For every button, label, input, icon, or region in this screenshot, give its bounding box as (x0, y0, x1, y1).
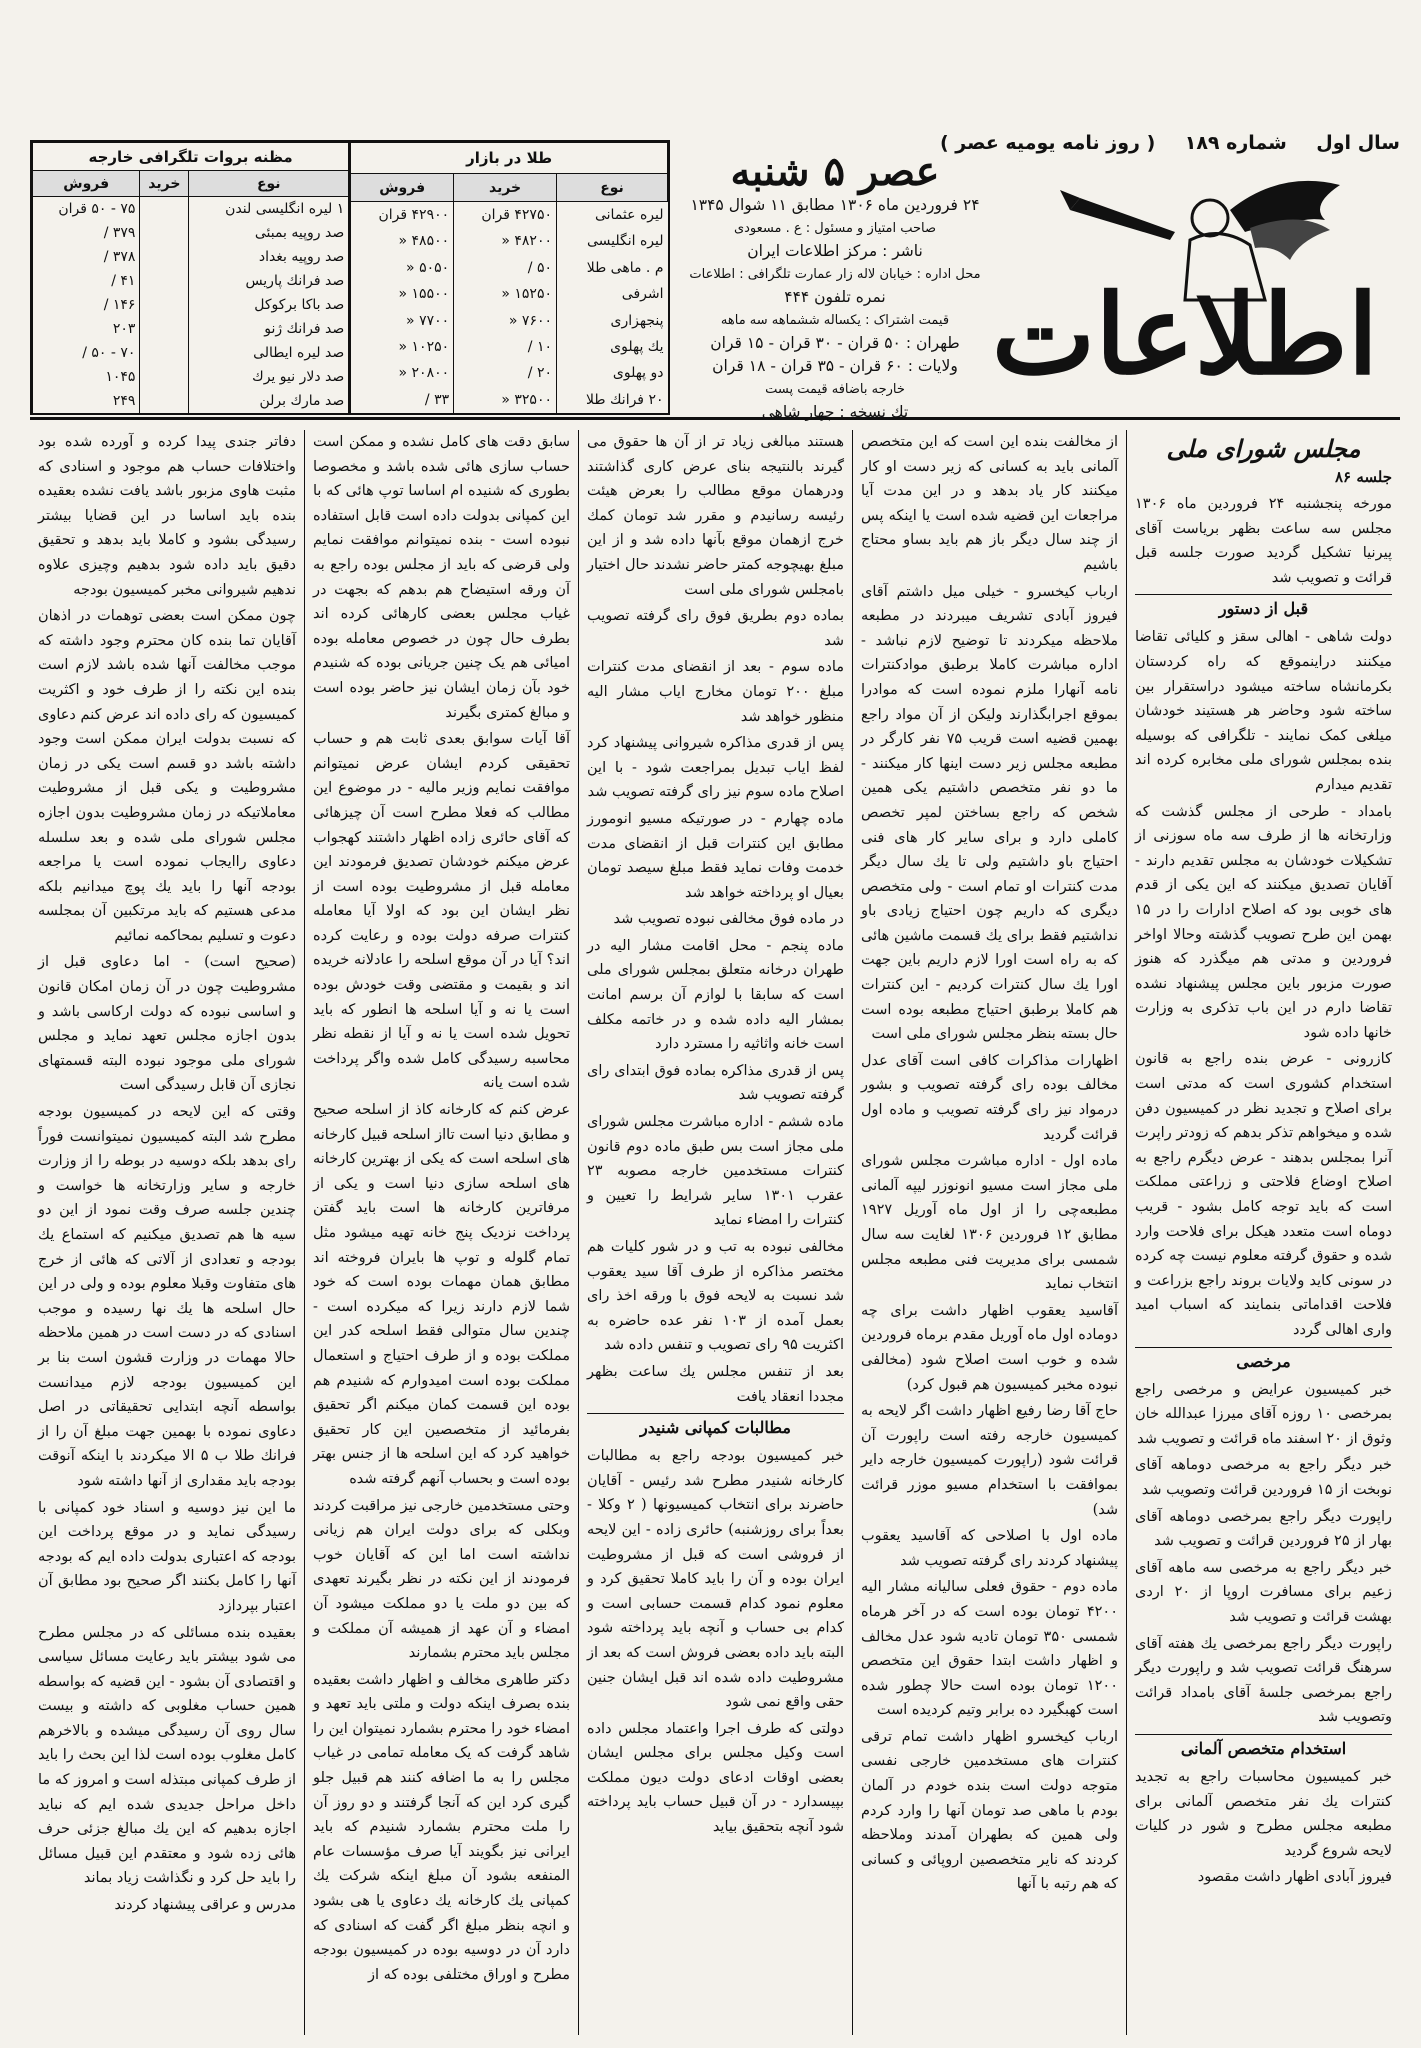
gold-table-cell: ۴۸۵۰۰ « (351, 228, 454, 254)
fx-table-cell (140, 197, 189, 221)
article-paragraph: دکتر طاهری مخالف و اظهار داشت بعقیده بنده بصرف اینکه دولت و ملتی باید تعهد و امضاء خود را محترم بشمارد نمیتوان این را شاهد گرفت که یک معامله تمامی در غیاب مجلس را به ما اضافه کنند هم قبیل جلو گیری کرد این که آنجا گرفتند و دو روز آن را ملت محترم بشمارد شنیدم که باید ایرانی نیز بگویند آیا صرف مؤسسات عام المنفعه بشود آن مبلغ اینکه شرکت یك کمپانی یك کارخانه یك دعاوی یا هی بشود و انچه بنظر مبلغ اگر گفت که اسنادی که دارد آن در دوسیه بوده در کمیسیون بودجه مطرح و اوراق مختلفی بوده که از (313, 1671, 570, 1983)
article-paragraph: خبر دیگر راجع به مرخصی دوماهه آقای نوبخت از ۱۵ فروردین قرائت وتصویب شد (1135, 1457, 1392, 1498)
gold-table-cell: ۷۷۰۰ « (351, 307, 454, 333)
gold-table-cell: ۴۲۹۰۰ قران (351, 202, 454, 228)
article-paragraph: بماده دوم بطریق فوق رای گرفته تصویب شد (587, 608, 844, 649)
article-paragraph: خبر دیگر راجع به مرخصی سه ماهه آقای زعیم برای مسافرت اروپا از ۲۰ اردی بهشت قرائت و تصویب شد (1135, 1559, 1393, 1625)
fx-table-cell: ۷۰ - ۵۰ / (33, 341, 140, 365)
article-paragraph: هستند مبالغی زیاد تر از آن ها حقوق می گیرند بالنتیجه بنای عرض کاری گذاشتند ودرهمان موقع مطالب را بعرض هیئت رئیسه رسانیدم و مقرر شد تومان کمك خرج ازهمان موقع بآنها داده شد و از این مبلغ بهیچوجه کمتر حاضر نشدند حال اختیار بامجلس شورای ملی است (587, 434, 844, 598)
fx-table-cell: ۲۰۳ (33, 317, 140, 341)
gold-table-cell: ۷۶۰۰ « (454, 307, 557, 333)
article-paragraph: ما این نیز دوسیه و اسناد خود کمپانی با رسیدگی نماید و در موقع پرداخت این بودجه که اعتباری بدولت داده ایم که بودجه آنها را کامل بکنند اگر صحیح بود مطابق آن اعتبار بپردازد (38, 1499, 296, 1614)
gold-table-cell: دو پهلوی (557, 360, 668, 386)
fx-table-cell (140, 245, 189, 269)
column-3 (578, 430, 852, 2035)
gold-table-cell: ۲۰ فرانك طلا (557, 387, 668, 413)
fx-table-cell: ۱ لیره انگلیسی لندن (189, 197, 349, 221)
subheading: قبل از دستور (1135, 594, 1392, 621)
article-paragraph: پس از قدری مذاکره شیروانی پیشنهاد کرد لفظ ایاب تبدیل بمراجعت شود - با این اصلاح ماده سوم نیز رای گرفته تصویب شد (587, 735, 844, 801)
fx-table-cell: صد روپیه بمبئی (189, 221, 349, 245)
gold-table-row (351, 307, 668, 333)
article-paragraph: مورخه پنجشنبه ۲۴ فروردین ماه ۱۳۰۶ مجلس سه ساعت بظهر بریاست آقای پیرنیا تشکیل گردید صورت جلسه قبل قرائت و تصویب شد (1135, 496, 1393, 586)
gold-header-buy: خرید (454, 173, 557, 202)
column-5 (30, 430, 304, 2035)
article-paragraph: حاج آقا رضا رفیع اظهار داشت اگر لایحه به کمیسیون خارجه رفته است راپورت آن قرائت شود (راپورت کمیسیون خارجه دایر بموافقت با استخدام مسیو موزر قرائت شد) (861, 1403, 1118, 1518)
fx-table-row (33, 389, 350, 413)
article-paragraph: کازرونی - عرض بنده راجع به قانون استخدام کشوری است که مدتی است برای اصلاح و تجدید نظر در کمیسیون دفن شده و میخواهم تذکر بدهم که زودتر راپرت آنرا بمجلس بدهند - عرض دیگرم راجع به اصلاح اوضاع فلاحتی و زراعتی مملکت است که باید توجه کامل بشود - قریب دوماه است متعدد هیکل برای فلاحت وارد شده و حقوق گرفته معلوم نیست چه کرده در سونی کاید ولایات بروند راجع بزراعت و فلاحت اقداماتی بنمایند که اسباب امید واری اهالی گردد (1135, 1051, 1392, 1338)
year-label: سال اول (1316, 132, 1400, 154)
fx-table-row (33, 341, 350, 365)
tehran-price: طهران : ۵۰ قران - ۳۰ قران - ۱۵ قران (710, 334, 960, 352)
article-paragraph: خبر کمیسیون بودجه راجع به مطالبات کارخانه شنیدر مطرح شد رئیس - آقایان حاضرند برای انتخاب کمیسیونها ( ۲ وکلا - بعداً برای روزشنبه) حائری زاده - این لایحه از فروشی است که قبل از مشروطیت ایران بوده و آن را باید کاملا تحقیق کرد و معلوم نمود کدام قسمت حسابی است و کدام بی حساب و آنچه باید پرداخته شود البته باید داده بعضی فروش است که بعد از مشروطیت داده شده اند قبل ایشان جنین حقی واقع نمی شود (587, 1448, 844, 1711)
gold-header-sell: فروش (351, 173, 454, 202)
article-paragraph: (صحیح است) - اما دعاوی قبل از مشروطیت چون در آن زمان امکان قانون و اساسی نبوده که دولت ارکاسی باشد و بدون اجازه مجلس تعهد نماید و مجلس شورای ملی موجود نبوده البته قسمتهای نجازی آن قابل رسیدگی است (38, 954, 296, 1094)
fx-table-row (33, 293, 350, 317)
gold-table-cell: لیره عثمانی (557, 202, 668, 228)
article-paragraph: ارباب کیخسرو - خیلی میل داشتم آقای فیروز آبادی تشریف میبردند در مطبعه ملاحظه میکردند تا توضیح لازم نباشد - اداره مباشرت کاملا برطبق موادکنترات نامه آنهارا ملزم نموده است که موادرا بموقع اجرابگذارند ولیکن از آن مواد راجع بهمین قضیه است قریب ۷۵ نفر کارگر در مطبعه مجلس زیر دست اینها کار میکنند - ما دو نفر متخصص داشتیم یکی همین شخص که راجع بساختن لمپر تخصص کاملی دارد و برای سایر کار های فنی احتیاج باو داشتیم ولی تا یك سال دیگر مدت کنترات او تمام است - ولی متخصص دیگری که داریم چون احتیاج زیادی باو نداشتیم فقط برای یك قسمت ماشین هائی که به راه است اورا لازم داریم باین جهت اورا یك سال کنترات کردیم - این کنترات هم کاملا برطبق احتیاج مطبعه بوده است حال بسته بنظر مجلس شورای ملی است (861, 583, 1118, 1043)
fx-rate-table (32, 142, 350, 413)
gold-table-row (351, 281, 668, 307)
gold-table-cell: اشرفی (557, 281, 668, 307)
fx-table-cell (140, 293, 189, 317)
fx-table-cell: صد روپیه بغداد (189, 245, 349, 269)
gold-table-cell: لیره انگلیسی (557, 228, 668, 254)
fx-table-row (33, 245, 350, 269)
session-number: جلسه ۸۶ (1334, 468, 1392, 486)
article-paragraph: دولتی که طرف اجرا واعتماد مجلس داده است وکیل مجلس برای مجلس ایشان بعضی اوقات ادعای دولت دیون مملکت بپیسدارد - در آن قبیل حساب باید پرداخته شود آنچه بتحقیق بیاید (587, 1720, 844, 1836)
fx-header-type: نوع (189, 171, 349, 197)
fx-table-cell (140, 317, 189, 341)
article-paragraph: بعد از تنفس مجلس یك ساعت بظهر مجددا انعقاد یافت (587, 1363, 844, 1405)
subscription-head: قیمت اشتراک : یکساله ششماهه سه ماهه (720, 313, 950, 328)
fx-header-buy: خرید (140, 171, 189, 197)
issue-line (940, 132, 1400, 154)
owner-line: صاحب امتیاز و مسئول : ع . مسعودی (733, 221, 937, 236)
article-paragraph: ماده ششم - اداره مباشرت مجلس شورای ملی مجاز است بس طبق ماده دوم قانون کنترات مستخدمین خارجه مصوبه ۲۳ عقرب ۱۳۰۱ سایر شرایط را تعیین و کنترات را امضاء نماید (587, 1114, 845, 1229)
gold-price-table (350, 142, 668, 413)
article-paragraph: دولت شاهی - اهالی سقز و کلیائی تقاضا میکنند دراینموقع که راه کردستان بکرمانشاه ساخته میشود دراستقرار بین ساخته شود وحاضر هر هستیند خودشان میلغی کمک نمایند - تلگرافی که بوسیله بنده بمجلس شورای ملی مخابره کرده اند تقدیم میدارم (1135, 629, 1392, 793)
fx-table-row (33, 365, 350, 389)
gold-table-cell: ۲۰۸۰۰ « (351, 360, 454, 386)
date-line: ۲۴ فروردین ماه ۱۳۰۶ مطابق ۱۱ شوال ۱۳۴۵ (690, 196, 980, 214)
section-heading: مجلس شورای ملی (1166, 434, 1361, 463)
gold-table-cell: ۱۰۲۵۰ « (351, 334, 454, 360)
masthead (30, 120, 1400, 420)
gold-table-cell: م . ماهی طلا (557, 255, 668, 281)
article-paragraph: آقا آیات سوابق بعدی ثابت هم و حساب تحقیقی کردم ایشان عرض نمیتوانم موافقت نمایم وزیر مالیه - در موضوع این مطالب که فعلا مطرح است آن چیزهائی که آقای حائری زاده اظهار داشتند کهجواب عرض میکنم خودشان تصدیق فرمودند این معامله قبل از مشروطیت بوده است از نظر ایشان این بود که اولا آیا معامله کنترات صرفه دولت بوده و رعایت کرده اند؟ آیا در آن موقع اسلحه را عادلانه خریده اند و بقیمت و مقتضی وقت خودش بوده است یا نه و آیا اسلحه ها انطور که باید تحویل شده است یا نه و آیا از نقطه نظر محاسبه رسیدگی کامل شده واگر پرداخت شده است یانه (313, 731, 570, 1092)
fx-table-cell: ۷۵ - ۵۰ قران (33, 197, 140, 221)
article-paragraph: وحتی مستخدمین خارجی نیز مراقبت کردند وبکلی که برای دولت ایران هم زیانی نداشته است اما این که آقایان خوب فرمودند از این نکته در نظر بگیرند تعهدی که بین دو ملت یا دو مملکت میشود آن امضاء و آن عهد از همیشه آن مملکت و مجلس باید محترم بشمارند (313, 1497, 570, 1662)
abroad-price: خارجه باضافه قیمت پست (765, 382, 905, 397)
fx-table-cell: ۱۰۴۵ (33, 365, 140, 389)
fx-table-cell: صد دلار نیو یرك (189, 365, 349, 389)
article-paragraph: بامداد - طرحی از مجلس گذشت که وزارتخانه ها از طرف سه ماه سوزنی از تشکیلات خودشان به مجلس تقدیم دارند - آقایان تصدیق میکنند که این یکی از قدم های خوبی بود که اصلاح ادارات را در ۱۵ بهمن این طرح تصویب گذشته وحالا اواخر فروردین و مدتی هم میگذرد که هنوز صورت مزبور باین مجلس پیشنهاد نشده تقاضا دارم در این باب تذکری به وزارت خانها داده شود (1135, 803, 1392, 1041)
gold-table-cell: یك پهلوی (557, 334, 668, 360)
article-paragraph: فیروز آبادی اظهار داشت مقصود (1197, 1869, 1392, 1886)
fx-table-cell: ۳۷۸ / (33, 245, 140, 269)
subheading: مطالبات کمپانی شنیدر (587, 1413, 844, 1440)
edition-title: عصر ۵ شنبه (730, 148, 940, 195)
column-1 (1126, 430, 1400, 2035)
fx-table-cell (140, 221, 189, 245)
gold-table-cell: ۵۰ / (454, 255, 557, 281)
article-paragraph: مخالفی نبوده به تب و در شور کلیات هم مختصر مذاکره از طرف آقا سید یعقوب شد نسبت به لایحه فوق با ورقه اخذ رای بعمل آمده از ۱۰۳ نفر عده حاضره به اکثریت ۹۵ رای تصویب و تنفس داده شد (587, 1239, 844, 1354)
gold-table-cell: ۴۲۷۵۰ قران (454, 202, 557, 228)
gold-table-row (351, 360, 668, 386)
article-paragraph: راپورت دیگر راجع بمرخصی دوماهه آقای بهار از ۲۵ فروردین قرائت و تصویب شد (1135, 1508, 1392, 1550)
gold-table-cell: ۳۳ / (351, 387, 454, 413)
article-paragraph: در ماده فوق مخالفی نبوده تصویب شد (613, 911, 844, 928)
fx-table-cell: صد باکا برکوکل (189, 293, 349, 317)
article-paragraph: ماده اول - اداره مباشرت مجلس شورای ملی مجاز است مسیو انونوزر لیپه آلمانی مطبعه‌چی را از اول ماه آوریل ۱۹۲۷ مطابق ۱۲ فروردین ۱۳۰۶ لغایت سه سال شمسی برای مدیریت فنی مطبعه مجلس انتخاب نماید (861, 1153, 1118, 1293)
gold-table-cell: ۴۸۲۰۰ « (454, 228, 557, 254)
article-paragraph: وقتی که این لایحه در کمیسیون بودجه مطرح شد البته کمیسیون نمیتوانست فوراً رای بدهد بلکه دوسیه در بوطه را از وزارت خارجه و سایر وزارتخانه ها خواست و چندین جلسه صرف وقت نمود از این دو سیه ها هم تصدیق میکنیم که استماع یك بودجه و تعدادی از آلاتی که هائی از خرج های متفاوت وقبلا معلوم بوده و ولی در این حال اسلحه ها یك نها رسیده و موجب اسنادی که در دست است در همین ملاحظه حالا مهمات در وزارت قشون است بنا بر این کمیسیون بودجه لازم میدانست بواسطه آنچه ابتدایی تحقیقاتی در اصل دعاوی نموده با بهمین جهت مبلغ آن را از فرانك طلا ب ۵ الا میکردند با اینکه آنوقت بودجه باید مقداری از آنها داشته شود (38, 1104, 297, 1489)
article-paragraph: بعقیده بنده مسائلی که در مجلس مطرح می شود بیشتر باید رعایت مسائل سیاسی و اقتصادی آن بشود - این قضیه که بواسطه همین حساب مغلوبی که داشته و بیست سال روی آن رسیدگی میشده و بالاخرهم کامل مغلوب بوده است لذا این بحث را باید از طرف کمپانی مبتذله است و امروز که ما داخل مراحل جدیدی شده ایم که نباید اجازه بدهیم که این یك مبالغ جزئی حرف هائی زده شود و معتقدم این قبیل مسائل را باید حل کرد و نگذاشت زیاد بماند (38, 1624, 296, 1887)
gold-table-cell: پنجهزاری (557, 307, 668, 333)
fx-table-cell: صد مارك برلن (189, 389, 349, 413)
article-paragraph: آقاسید یعقوب اظهار داشت برای چه دوماده اول ماه آوریل مقدم برماه فروردین شده و خوب است اصلاح شود (مخالفی نبوده مخبر کمیسیون هم قبول کرد) (861, 1302, 1118, 1393)
column-2 (852, 430, 1126, 2035)
gold-table-row (351, 334, 668, 360)
gold-table-cell: ۵۰۵۰ « (351, 255, 454, 281)
price-tables (30, 140, 670, 415)
fx-header-sell: فروش (33, 171, 140, 197)
office-line: محل اداره : خیابان لاله زار عمارت تلگرافی : اطلاعات (689, 267, 981, 282)
fx-table-cell: ۲۴۹ (33, 389, 140, 413)
gold-table-row (351, 387, 668, 413)
gold-table-row (351, 202, 668, 228)
gold-table-row (351, 228, 668, 254)
article-paragraph: چون ممکن است بعضی توهمات در اذهان آقایان تما بنده کان محترم وجود داشته که موجب مخالفت آنها شده باشد لازم است بنده این نکته را از طرف خود و اکثریت کمیسیون که رای داده اند عرض کنم دعاوی که نسبت بدولت ایران ممکن است وجود داشته باشد دو قسم است یکی در زمان مشروطیت و یکی قبل از مشروطیت معاملاتیکه در زمان مشروطیت بدون اجازه مجلس شورای ملی شده و بعد سلسله دعاوی راایجاب نموده است یا مراجعه بودجه آنها را باید یك پوچ میدانیم بلکه مدعی هستیم که باید مرتکبین آن بمجلسه دعوت و تسلیم بمحاکمه نمائیم (38, 608, 296, 944)
publication-info (680, 148, 990, 421)
gold-table-cell: ۲۰ / (454, 360, 557, 386)
gold-table-cell: ۱۵۲۵۰ « (454, 281, 557, 307)
single-copy-price: تك نسخه : چهار شاهی (761, 403, 909, 421)
fx-table-cell (140, 269, 189, 293)
gold-table-cell: ۳۲۵۰۰ « (454, 387, 557, 413)
subheading: مرخصی (1135, 1347, 1392, 1374)
article-paragraph: ارباب کیخسرو اظهار داشت تمام ترقی کنترات های مستخدمین خارجی نفسی متوجه دولت است بنده خودم در آلمان بودم با ماهی صد تومان آنها را وارد کردم ولی همین که بطهران آمدند وملاحظه کردند که نایر متخصصین اروپائی و کسانی که هم رتبه با آنها (861, 1728, 1118, 1893)
column-4 (304, 430, 578, 2035)
fx-table-cell: ۳۷۹ / (33, 221, 140, 245)
fx-table-cell: صد لیره ایطالی (189, 341, 349, 365)
article-columns (30, 430, 1400, 2035)
article-paragraph: ماده پنجم - محل اقامت مشار الیه در طهران درخانه متعلق بمجلس شورای ملی است که سابقا با لوازم آن برسم امانت بمشار الیه داده شده و در خاتمه مکلف است خانه واثاثیه را مسترد دارد (587, 937, 844, 1053)
article-paragraph: راپورت دیگر راجع بمرخصی یك هفته آقای سرهنگ قرائت تصویب شد و راپورت دیگر راجع بمرخصی جلسهٔ آقای بامداد قرائت وتصویب شد (1135, 1635, 1392, 1726)
fx-table-row (33, 317, 350, 341)
article-paragraph: اظهارات مذاکرات کافی است آقای عدل مخالف بوده رای گرفته تصویب و بشور درمواد نیز رای گرفته تصویب و ماده اول قرائت گردید (861, 1052, 1118, 1143)
article-paragraph: ماده چهارم - در صورتیکه مسیو انومورز مطابق این کنترات قبل از انقضای مدت خدمت وفات نماید فقط مبلغ سیصد تومان بعیال او پرداخته خواهد شد (587, 810, 844, 901)
article-paragraph: خبر کمیسیون محاسبات راجع به تجدید کنترات یك نفر متخصص آلمانی برای مطبعه مجلس مطرح و شور در کلیات لایحه شروع گردید (1135, 1768, 1392, 1859)
fx-table-cell (140, 389, 189, 413)
article-paragraph: مدرس و عراقی پیشنهاد کردند (114, 1897, 296, 1914)
article-paragraph: پس از قدری مذاکره بماده فوق ابتدای رای گرفته تصویب شد (587, 1062, 844, 1104)
fx-table-cell (140, 341, 189, 365)
fx-table-cell: صد فرانك ژنو (189, 317, 349, 341)
phone-line: نمره تلفون ۴۴۴ (784, 288, 886, 306)
article-paragraph: ماده سوم - بعد از انقضای مدت کنترات مبلغ ۲۰۰ تومان مخارج ایاب مشار الیه منظور خواهد شد (587, 659, 844, 725)
issue-number: شماره ۱۸۹ (1184, 132, 1287, 154)
article-paragraph: ماده دوم - حقوق فعلی سالیانه مشار الیه ۴۲۰۰ تومان بوده است که در آخر هرماه شمسی ۳۵۰ تومان تادیه شود عدل مخالف و اظهار داشت ابتدا حقوق این متخصص ۱۲۰۰ تومان بوده است حالا چطور شده است کهبگیرد ده برابر وتیم کردیده است (861, 1579, 1118, 1719)
subheading: استخدام متخصص آلمانی (1135, 1734, 1392, 1761)
fx-table-cell (140, 365, 189, 389)
logo (980, 160, 1390, 410)
newspaper-page (30, 120, 1400, 2035)
article-paragraph: دفاتر جندی پیدا کرده و آورده شده بود واختلافات حساب هم موجود و اسنادی که مثبت هاوی مزبور باشد یافت نشده بعقیده بنده باید اساسا در این قضایا بیشتر رسیدگی بشود و کاملا باید بدهد و تحقیق دقیق باید داده شود بدهیم وچیزی علاوه ندهیم شیروانی مخبر کمیسیون بودجه (38, 434, 296, 598)
article-paragraph: عرض کنم که کارخانه کاذ از اسلحه صحیح و مطابق دنیا است تااز اسلحه قبیل کارخانه های اسلحه است که یکی از بهترین کارخانه های اسلحه سازی دنیا است و یکی از مرفاترین کارخانه ها است باید گفتن پرداخت نزدیک پنج خانه تهیه میشود مثل تمام گلوله و توپ ها بایران فروخته اند مطابق همان مهمات بوده است که خود شما لازم دارند زیرا که میکرده است - چندین سال متوالی فقط اسلحه کدر این مملکت بوده و از طرف احتیاج و استعمال مملکت بوده است امیدوارم که شنیدم هم بوده این قسمت کمان میکنم اگر تحقیق بفرمائید از متخصصین این کار تحقیق خواهید کرد که این اسلحه ها از جنس بهتر بوده است و بحساب آنهم گرفته شده (313, 1102, 570, 1487)
article-paragraph: ماده اول با اصلاحی که آقاسید یعقوب پیشنهاد کردند رای گرفته تصویب شد (861, 1528, 1118, 1569)
article-paragraph: سابق دقت های کامل نشده و ممکن است حساب سازی هائی شده باشد و مخصوصا بطوری که شنیده ام اساسا توپ هائی که با این کمپانی بدولت داده است قابل استفاده نبوده است - بنده نمیتوانم موافقت نمایم ولی قرضی که باید از مجلس بوده راجع به آن ورقه استیضاح هم بدهم که بجهت در غیاب مجلس بعضی کارهائی کرده اند بطرف حال چون در خصوص معامله بوده امیائی هم یک چنین جریانی بوده که شنیدم خود بآن زمان ایشان نیز حاضر بوده است و مبالغ کمتری بگیرند (313, 434, 570, 721)
publisher-line: ناشر : مرکز اطلاعات ایران (747, 242, 923, 260)
fx-table-row (33, 221, 350, 245)
gold-table-row (351, 255, 668, 281)
fx-table-row (33, 269, 350, 293)
paper-subtitle: ( روز نامه یومیه عصر ) (940, 132, 1156, 154)
fx-table-row (33, 197, 350, 221)
fx-table-cell: ۱۴۶ / (33, 293, 140, 317)
gold-table-cell: ۱۰ / (454, 334, 557, 360)
article-paragraph: از مخالفت بنده این است که این متخصص آلمانی باید به کسانی که زیر دست او کار میکنند کار یاد بدهد و در این مدت آیا مراجعات این قضیه شده است یا اینکه پس از چند سال دیگر باز هم باید بساو محتاج باشیم (861, 434, 1118, 573)
gold-table-title: طلا در بازار (351, 143, 668, 174)
fx-table-cell: صد فرانك پاریس (189, 269, 349, 293)
fx-table-cell: ۴۱ / (33, 269, 140, 293)
gold-header-type: نوع (557, 173, 668, 202)
article-paragraph: خبر کمیسیون عرایض و مرخصی راجع بمرخصی ۱۰ روزه آقای میرزا عبدالله خان وثوق از ۲۰ اسفند ماه قرائت و تصویب شد (1135, 1381, 1392, 1447)
provinces-price: ولایات : ۶۰ قران - ۳۵ قران - ۱۸ قران (712, 357, 958, 375)
logo-title: اطلاعات (991, 270, 1379, 399)
gold-table-cell: ۱۵۵۰۰ « (351, 281, 454, 307)
fx-table-title: مظنه بروات تلگرافی خارجه (33, 143, 350, 171)
